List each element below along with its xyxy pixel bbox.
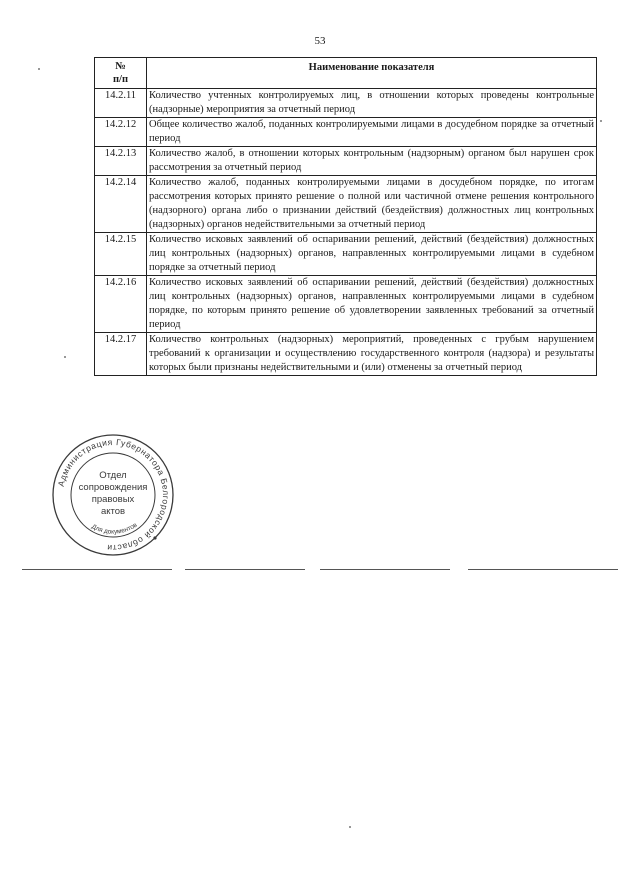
scan-line — [468, 569, 618, 570]
row-description: Общее количество жалоб, поданных контролируемыми лицами в досудебном порядке за отчетный период — [147, 118, 597, 147]
row-description: Количество исковых заявлений об оспаривании решений, действий (бездействия) должностных лиц контрольных (надзорных) органов, направленных контролируемыми лицами в судебном порядке, по которым принято решение об удовлетворении заявленных требований за отчетный период — [147, 276, 597, 333]
table-header-row — [95, 58, 597, 89]
row-number: 14.2.13 — [95, 147, 147, 176]
table-row — [95, 176, 597, 233]
row-number: 14.2.17 — [95, 333, 147, 376]
row-description: Количество контрольных (надзорных) мероприятий, проведенных с грубым нарушением требований к организации и осуществлению государственного контроля (надзора) и результаты которых были признаны недействительными и (или) отменены за отчетный период — [147, 333, 597, 376]
stamp-center-line: правовых — [91, 494, 135, 505]
indicators-table — [94, 57, 597, 376]
scan-line — [185, 569, 305, 570]
stamp-bottom-text: Для документов — [90, 521, 139, 536]
row-description: Количество исковых заявлений об оспаривании решений, действий (бездействия) должностных лиц контрольных (надзорных) органов, направленных контролируемыми лицами в судебном порядке за отчетный период — [147, 233, 597, 276]
row-number: 14.2.12 — [95, 118, 147, 147]
scan-speck — [64, 356, 66, 358]
scan-speck — [38, 68, 40, 70]
row-description: Количество жалоб, в отношении которых контрольным (надзорным) органом был нарушен срок рассмотрения за отчетный период — [147, 147, 597, 176]
scan-speck — [349, 826, 351, 828]
stamp-ring-text: Администрация Губернатора Белгородской области — [55, 436, 172, 554]
table-row — [95, 233, 597, 276]
row-number: 14.2.11 — [95, 89, 147, 118]
scan-speck — [600, 120, 602, 122]
stamp-center-line: Отдел — [99, 470, 127, 481]
stamp-center-line: сопровождения — [78, 482, 148, 493]
scan-line — [22, 569, 172, 570]
row-number: 14.2.14 — [95, 176, 147, 233]
row-number: 14.2.15 — [95, 233, 147, 276]
table-row — [95, 89, 597, 118]
row-description: Количество учтенных контролируемых лиц, в отношении которых проведены контрольные (надзорные) мероприятия за отчетный период — [147, 89, 597, 118]
official-stamp — [50, 432, 176, 558]
header-number: № п/п — [95, 58, 147, 89]
table-row — [95, 333, 597, 376]
stamp-dot — [153, 536, 156, 539]
table-row — [95, 147, 597, 176]
table-row — [95, 118, 597, 147]
row-number: 14.2.16 — [95, 276, 147, 333]
scan-line — [320, 569, 450, 570]
row-description: Количество жалоб, поданных контролируемыми лицами в досудебном порядке, по итогам рассмотрения которых принято решение о полной или частичной отмене решения контрольного (надзорного) органа либо о признании действий (бездействия) должностных лиц контрольных (надзорных) органов недействительными за отчетный период — [147, 176, 597, 233]
table-row — [95, 276, 597, 333]
header-indicator-name: Наименование показателя — [147, 58, 597, 89]
stamp-center-line: актов — [100, 506, 126, 517]
page-number: 53 — [314, 35, 326, 47]
